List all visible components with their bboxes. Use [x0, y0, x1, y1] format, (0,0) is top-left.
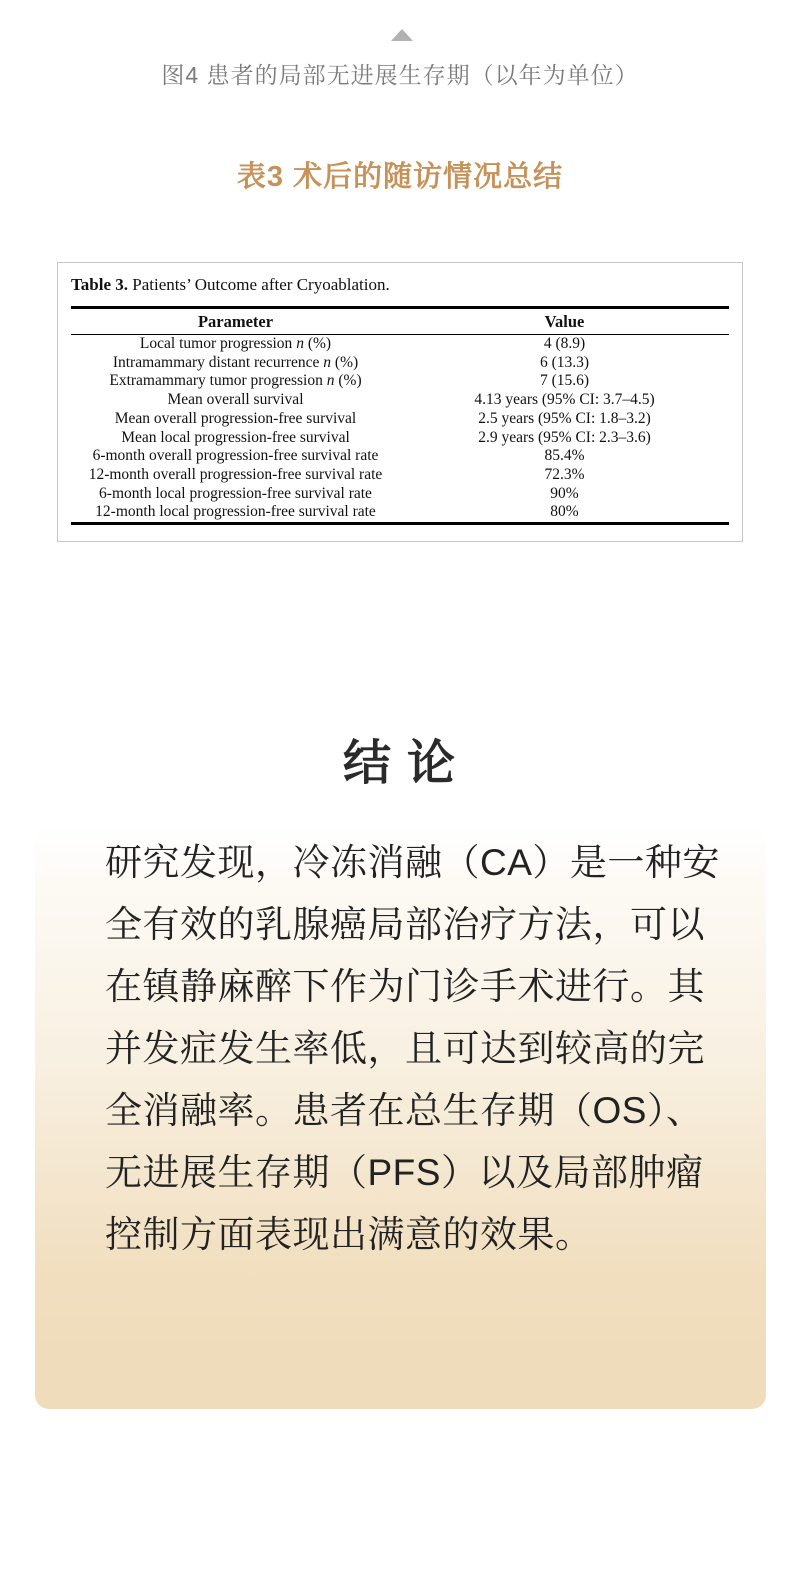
value-cell: 4.13 years (95% CI: 3.7–4.5): [474, 391, 655, 409]
conclusion-line: 研究发现，冷冻消融（CA）是一种安: [105, 842, 720, 883]
conclusion-heading: 结 论: [342, 737, 457, 790]
parameter-cell: Mean local progression-free survival: [121, 428, 350, 446]
parameter-cell: Mean overall progression-free survival: [114, 409, 357, 427]
section-heading: 表3 术后的随访情况总结: [236, 161, 564, 193]
table-row: [71, 429, 729, 448]
value-cell: 6 (13.3): [539, 353, 590, 371]
value-cell: 80%: [550, 503, 579, 521]
conclusion-line: 无进展生存期（PFS）以及局部肿瘤: [105, 1152, 704, 1193]
value-cell: 4 (8.9): [543, 335, 586, 352]
conclusion-text: [105, 832, 726, 1266]
outcome-table: [71, 306, 729, 525]
value-cell: 90%: [550, 484, 579, 502]
table-header-row: [71, 308, 729, 335]
column-header-value: Value: [544, 311, 585, 331]
table-card: [57, 262, 743, 542]
parameter-cell: 6-month overall progression-free survival rate: [92, 447, 379, 465]
conclusion-line: 并发症发生率低，且可达到较高的完: [105, 1028, 705, 1069]
conclusion-line: 全有效的乳腺癌局部治疗方法，可以: [105, 904, 705, 945]
table-row: [71, 466, 729, 485]
value-cell: 2.5 years (95% CI: 1.8–3.2): [478, 409, 651, 427]
parameter-cell: 6-month local progression-free survival rate: [99, 484, 372, 502]
value-cell: 85.4%: [544, 447, 585, 465]
conclusion-line: 全消融率。患者在总生存期（OS）、: [105, 1090, 704, 1131]
conclusion-line: 控制方面表现出满意的效果。: [105, 1214, 593, 1255]
figure-caption: 图4 患者的局部无进展生存期（以年为单位）: [161, 62, 639, 88]
table-row: [71, 485, 729, 504]
table-row: [71, 335, 729, 354]
table-title-label: Table 3.: [71, 275, 129, 294]
up-triangle-icon: [391, 29, 413, 41]
table-row: [71, 354, 729, 373]
parameter-cell: 12-month local progression-free survival rate: [95, 503, 376, 521]
table-title: [71, 275, 390, 295]
parameter-cell: Local tumor progression n (%): [139, 335, 332, 352]
conclusion-line: 在镇静麻醉下作为门诊手术进行。其: [105, 966, 705, 1007]
column-header-parameter: Parameter: [197, 311, 274, 331]
value-cell: 7 (15.6): [539, 372, 590, 390]
table-row: [71, 503, 729, 523]
parameter-cell: Extramammary tumor progression n (%): [109, 372, 362, 390]
table-title-text: Patients’ Outcome after Cryoablation.: [128, 275, 390, 294]
table-row: [71, 391, 729, 410]
parameter-cell: 12-month overall progression-free survival rate: [88, 465, 383, 483]
table-row: [71, 447, 729, 466]
table-row: [71, 372, 729, 391]
conclusion-panel: [35, 825, 766, 1409]
parameter-cell: Mean overall survival: [167, 391, 304, 409]
value-cell: 2.9 years (95% CI: 2.3–3.6): [478, 428, 651, 446]
value-cell: 72.3%: [544, 465, 585, 483]
parameter-cell: Intramammary distant recurrence n (%): [112, 353, 359, 371]
table-body: [71, 335, 729, 524]
table-row: [71, 410, 729, 429]
